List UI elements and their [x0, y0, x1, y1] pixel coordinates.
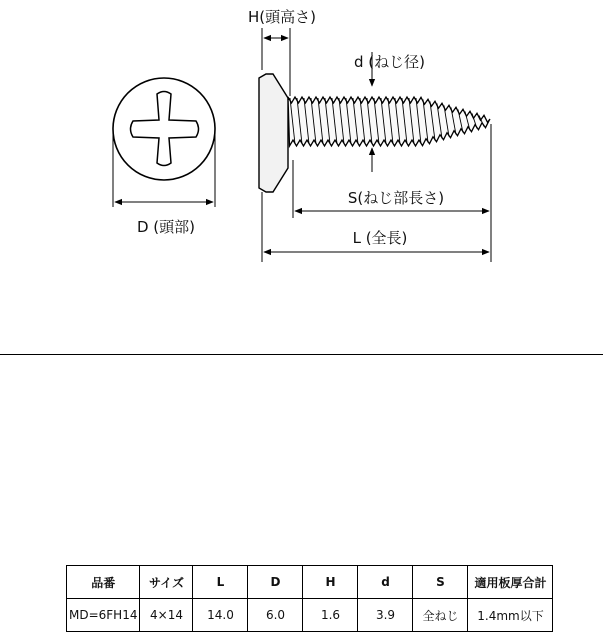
cell-part-number: MD=6FH14: [67, 599, 140, 632]
screw-head-top-view: [113, 78, 215, 180]
cell-applicable-thickness: 1.4mm以下: [468, 599, 553, 632]
header-length: L: [193, 566, 248, 599]
header-thread-length: S: [413, 566, 468, 599]
header-size: サイズ: [140, 566, 193, 599]
table-row: [67, 599, 553, 632]
head-outline: [113, 78, 215, 180]
head-height-label: H(頭高さ): [248, 8, 316, 26]
header-head-height: H: [303, 566, 358, 599]
head-diameter-label: D (頭部): [136, 218, 196, 236]
header-thread-diameter: d: [358, 566, 413, 599]
cell-head-diameter: 6.0: [248, 599, 303, 632]
screw-head-side: [259, 74, 288, 192]
header-part-number: 品番: [67, 566, 140, 599]
thread-diameter-label: d (ねじ径): [354, 53, 425, 71]
cell-thread-diameter: 3.9: [358, 599, 413, 632]
cell-thread-length: 全ねじ: [413, 599, 468, 632]
header-applicable-thickness: 適用板厚合計: [468, 566, 553, 599]
total-length-label: L (全長): [352, 229, 408, 247]
table-header-row: [67, 566, 553, 599]
thread-length-label: S(ねじ部長さ): [347, 189, 445, 207]
head-diameter-dimension: [113, 132, 215, 207]
phillips-recess-icon: [131, 92, 199, 166]
section-divider: [0, 354, 603, 355]
screw-side-view: [259, 74, 490, 192]
cell-size: 4×14: [140, 599, 193, 632]
header-head-diameter: D: [248, 566, 303, 599]
cell-head-height: 1.6: [303, 599, 358, 632]
cell-length: 14.0: [193, 599, 248, 632]
spec-table: [66, 565, 553, 632]
